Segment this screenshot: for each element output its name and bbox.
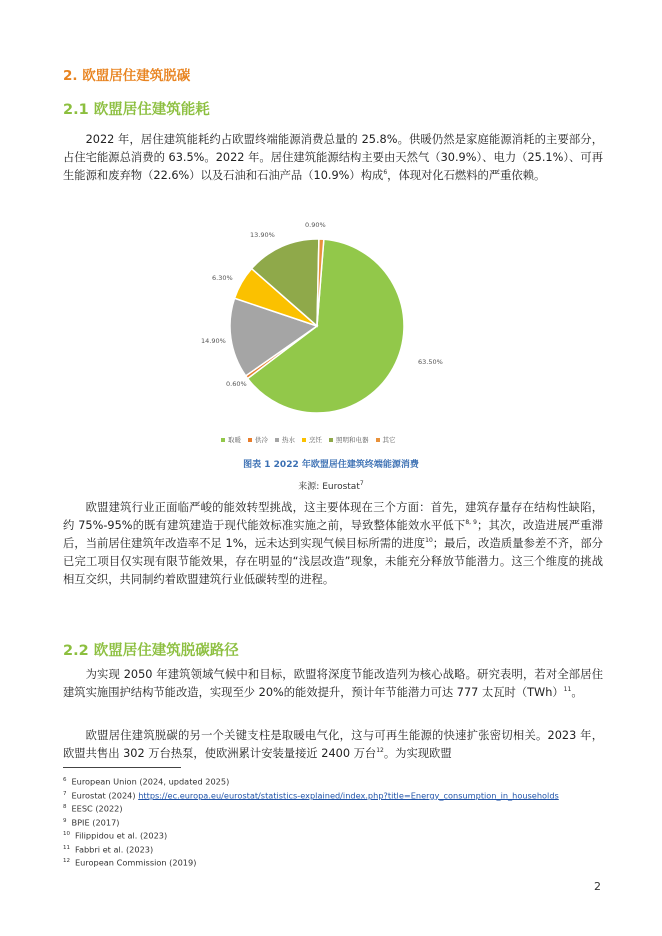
footnote-number: 7: [63, 790, 67, 797]
legend-item: [329, 435, 369, 444]
footnote-number: 10: [63, 831, 70, 838]
legend-item: [376, 435, 396, 444]
legend-item: [275, 435, 295, 444]
pie-data-label: 0.60%: [226, 380, 247, 388]
pie-data-label: 13.90%: [250, 231, 275, 239]
legend-label: 取暖: [228, 436, 241, 444]
pie-chart: [198, 215, 466, 450]
paragraph-electrification: [63, 727, 603, 763]
legend-item: [302, 435, 322, 444]
chart-legend: [221, 435, 451, 444]
paragraph-text: 2022 年，居住建筑能耗约占欧盟终端能源消费总量的 25.8%。供暖仍然是家庭能源消耗的主要部分，占住宅能源总消费的 63.5%。2022 年。居住建筑能源结构主要由天然气（30.9%）、电力（25.1%）、可再生能源和废弃物（22.6%）以及石油和石油产品（10.9%）构成: [63, 133, 603, 182]
legend-swatch: [221, 438, 225, 442]
subsection-title-energy: 2.1 欧盟居住建筑能耗: [63, 102, 210, 118]
pie-data-label: 14.90%: [201, 337, 226, 345]
footnote-text: EESC (2022): [71, 803, 123, 814]
paragraph-text: 。为实现欧盟: [383, 747, 452, 760]
footnote-divider: [63, 767, 181, 768]
footnote-item: [63, 829, 623, 843]
figure-source: [0, 479, 662, 492]
footnote-text: BPIE (2017): [71, 817, 120, 828]
legend-swatch: [376, 438, 380, 442]
paragraph-text: 为实现 2050 年建筑领域气候中和目标，欧盟将深度节能改造列为核心战略。研究表明，若对全部居住建筑实施围护结构节能改造，实现至少 20%的能效提升，预计年节能潜力可达 777 太瓦时（TWh）: [63, 668, 603, 699]
legend-swatch: [329, 438, 333, 442]
footnote-text: European Union (2024, updated 2025): [71, 776, 230, 787]
paragraph-text: 欧盟建筑行业正面临严峻的能效转型挑战，这主要体现在三个方面：首先，建筑存量存在结构性缺陷，约 75%-95%的既有建筑建造于现代能效标准实施之前，导致整体能效水平低下: [63, 501, 603, 532]
legend-swatch: [302, 438, 306, 442]
pie-data-label: 6.30%: [212, 274, 233, 282]
footnote-item: [63, 816, 623, 830]
legend-swatch: [275, 438, 279, 442]
footnote-number: 11: [63, 844, 70, 851]
legend-label: 热水: [282, 436, 295, 444]
footnote-ref[interactable]: 8, 9: [465, 519, 477, 527]
footnote-text: Filippidou et al. (2023): [75, 830, 168, 841]
figure-caption: 图表 1 2022 年欧盟居住建筑终端能源消费: [243, 460, 419, 470]
footnote-item: [63, 856, 623, 870]
legend-label: 烹饪: [309, 436, 322, 444]
paragraph-challenges: [63, 499, 603, 589]
subsection-title-pathway: 2.2 欧盟居住建筑脱碳路径: [63, 643, 239, 659]
legend-item: [248, 435, 268, 444]
page-number: 2: [594, 880, 601, 893]
footnote-text: European Commission (2019): [75, 857, 197, 868]
section-title: 2. 欧盟居住建筑脱碳: [63, 68, 191, 84]
footnote-item: [63, 775, 623, 789]
source-text: 来源: Eurostat: [298, 482, 360, 492]
legend-item: [221, 435, 241, 444]
footnote-ref[interactable]: 11: [563, 686, 572, 694]
paragraph-text: ，体现对化石燃料的严重依赖。: [387, 169, 546, 182]
footnote-link[interactable]: https://ec.europa.eu/eurostat/statistics-explained/index.php?title=Energy_consumption_in_households: [138, 790, 559, 801]
paragraph-text: 欧盟居住建筑脱碳的另一个关键支柱是取暖电气化，这与可再生能源的快速扩张密切相关。2023 年，欧盟共售出 302 万台热泵，使欧洲累计安装量接近 2400 万台: [63, 729, 603, 760]
footnote-number: 12: [63, 858, 70, 865]
footnote-ref[interactable]: 6: [383, 169, 388, 177]
footnote-number: 6: [63, 777, 67, 783]
legend-label: 供冷: [255, 436, 268, 444]
paragraph-text: ；其次，改造进展严重滞后，当前居住建筑年改造率不足 1%，远未达到实现气候目标所需的进度: [63, 519, 603, 550]
footnote-item: [63, 802, 623, 816]
footnote-text: Fabbri et al. (2023): [75, 844, 154, 855]
footnote-number: 9: [63, 817, 67, 824]
paragraph-energy-consumption: [63, 131, 603, 185]
footnote-item: [63, 843, 623, 857]
footnote-ref[interactable]: 12: [376, 747, 384, 755]
paragraph-text: 。: [571, 686, 583, 699]
footnote-text: Eurostat (2024): [71, 790, 139, 801]
pie-data-label: 0.90%: [305, 221, 326, 229]
footnote-item: [63, 789, 623, 803]
paragraph-retrofit: [63, 666, 603, 702]
legend-label: 照明和电器: [336, 436, 369, 444]
footnote-ref[interactable]: 10: [425, 537, 433, 545]
pie-data-label: 63.50%: [418, 358, 443, 366]
legend-label: 其它: [382, 436, 396, 444]
footnote-number: 8: [63, 804, 67, 811]
paragraph-text: ；最后，改造质量参差不齐，部分已完工项目仅实现有限节能效果，存在明显的“浅层改造”现象，未能充分释放节能潜力。这三个维度的挑战相互交织，共同制约着欧盟建筑行业低碳转型的进程。: [63, 537, 603, 586]
footnotes: [63, 775, 623, 870]
legend-swatch: [248, 438, 252, 442]
footnote-ref[interactable]: 7: [359, 480, 364, 487]
